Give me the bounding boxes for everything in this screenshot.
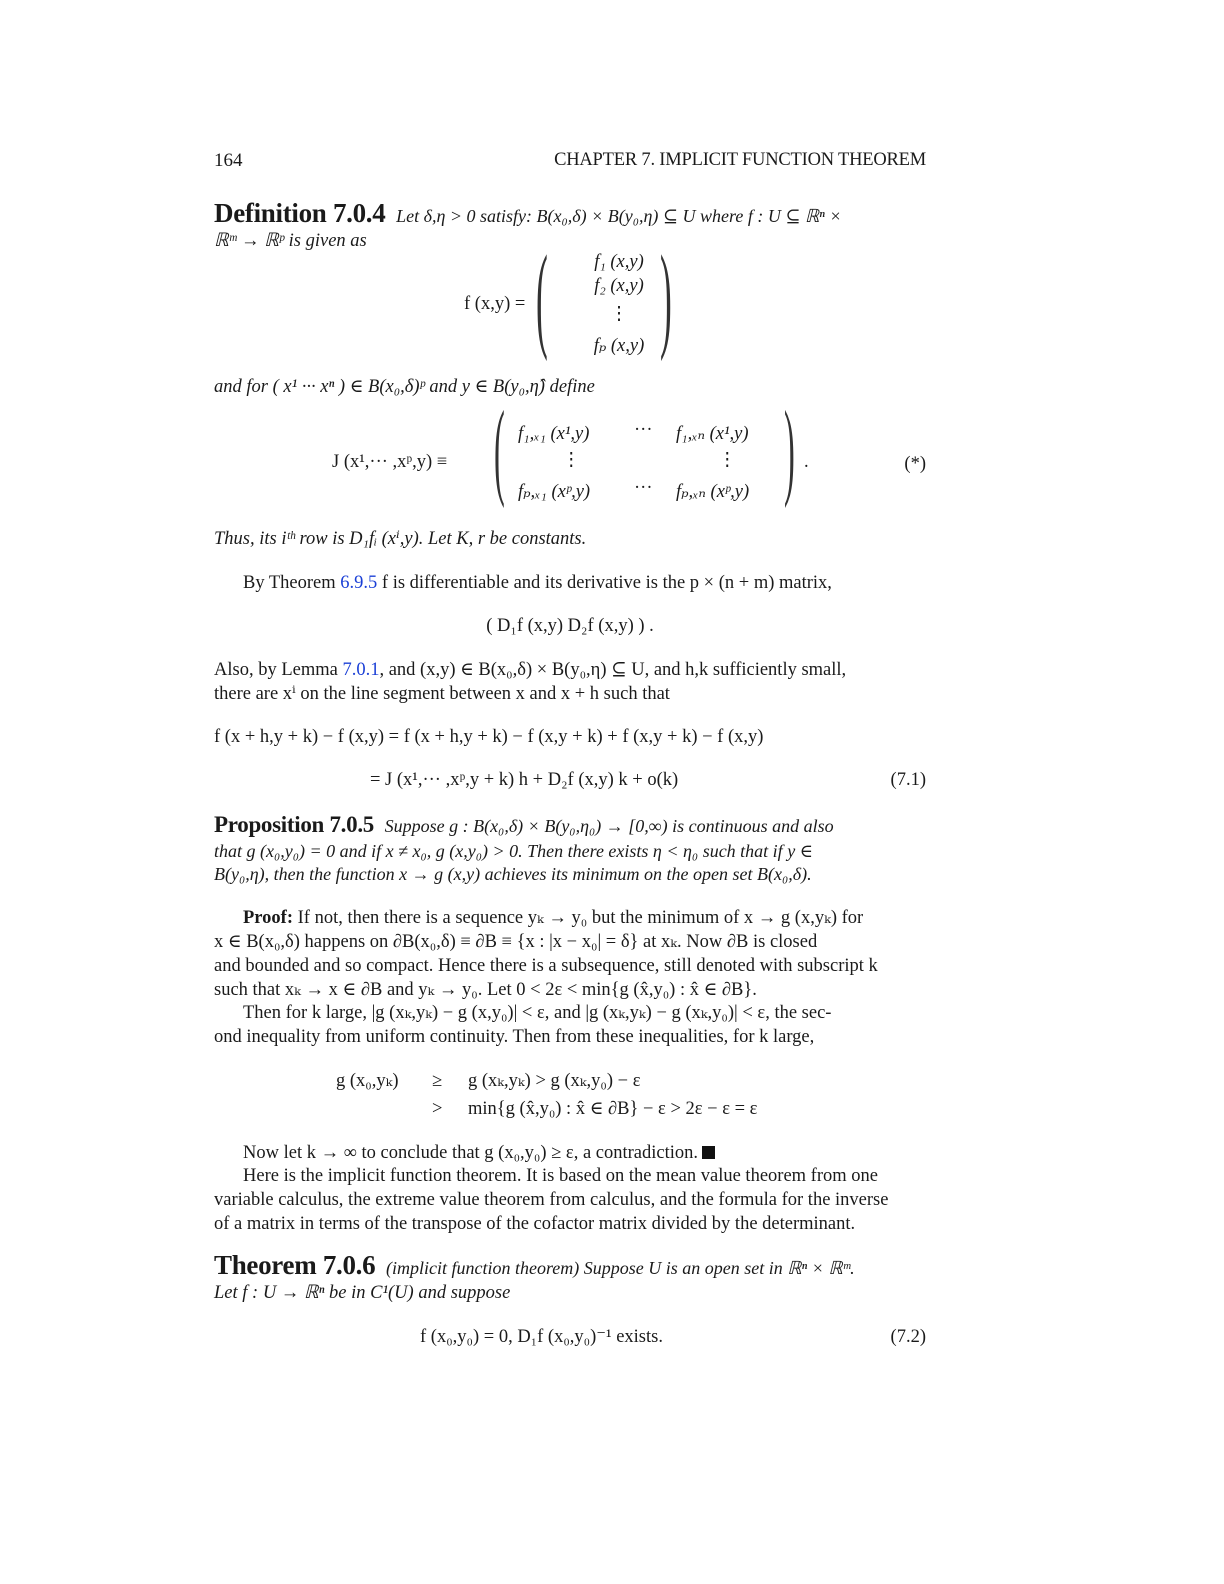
proposition-label: Proposition 7.0.5	[214, 812, 374, 837]
proposition-text-2: that g (x₀,y₀) = 0 and if x ≠ x₀, g (x,y₀) > 0. Then there exists η < η₀ such that if y ∈	[214, 841, 814, 861]
equation-7-1-line-2: = J (x¹,··· ,xᵖ,y + k) h + D₂f (x,y) k + o(k)	[370, 770, 679, 790]
f-entry: f₂ (x,y)	[594, 276, 644, 296]
proof-line-4: such that xₖ → x ∈ ∂B and yₖ → y₀. Let 0 < 2ε < min{g (x̂,y₀) : x̂ ∈ ∂B}.	[214, 980, 757, 1000]
by-theorem-post: f is differentiable and its derivative is the p × (n + m) matrix,	[377, 573, 832, 593]
chapter-title: CHAPTER 7. IMPLICIT FUNCTION THEOREM	[554, 150, 926, 170]
equation-7-1-line-1: f (x + h,y + k) − f (x,y) = f (x + h,y + k) − f (x,y + k) + f (x,y + k) − f (x,y)	[214, 727, 764, 747]
proof-line-3: and bounded and so compact. Hence there is a subsequence, still denoted with subscript k	[214, 956, 878, 976]
proof-line-1	[243, 906, 863, 930]
theorem-label: Theorem 7.0.6	[214, 1250, 376, 1280]
theorem-6-9-5-link[interactable]: 6.9.5	[340, 573, 378, 593]
proposition-text-3: B(y₀,η), then the function x → g (x,y) achieves its minimum on the open set B(x₀,δ).	[214, 864, 812, 884]
proposition-first-line	[214, 810, 926, 840]
f-entry-dots: ⋮	[609, 304, 629, 324]
proof-text-1: If not, then there is a sequence yₖ → y₀ but the minimum of x → g (x,yₖ) for	[293, 908, 864, 928]
jac-cell: f₁,ₓₙ (x¹,y)	[676, 424, 749, 444]
definition-text-2: ℝᵐ → ℝᵖ is given as	[214, 231, 367, 251]
definition-label: Definition 7.0.4	[214, 198, 386, 228]
jac-cell: fₚ,ₓₙ (xᵖ,y)	[676, 482, 750, 502]
intro-line-3: of a matrix in terms of the transpose of the cofactor matrix divided by the determinant.	[214, 1214, 856, 1234]
page-number: 164	[214, 150, 243, 171]
ineq-rel-1: ≥	[432, 1071, 443, 1091]
theorem-text-1: (implicit function theorem) Suppose U is an open set in ℝⁿ × ℝᵐ.	[385, 1258, 855, 1278]
jac-cell: f₁,ₓ₁ (x¹,y)	[518, 424, 590, 444]
ineq-rhs-1: g (xₖ,yₖ) > g (xₖ,y₀) − ε	[468, 1071, 641, 1091]
proof-line-5: Then for k large, |g (xₖ,yₖ) − g (x,y₀)| < ε, and |g (xₖ,yₖ) − g (xₖ,y₀)| < ε, the sec-	[243, 1003, 832, 1023]
theorem-text-2: Let f : U → ℝⁿ be in C¹(U) and suppose	[214, 1283, 511, 1303]
definition-text-1: Let δ,η > 0 satisfy: B(x₀,δ) × B(y₀,η) ⊆ U where f : U ⊆ ℝⁿ ×	[396, 206, 842, 226]
jac-left-paren: (	[494, 390, 505, 509]
intro-line-2: variable calculus, the extreme value theorem from calculus, and the formula for the inverse	[214, 1190, 889, 1210]
jac-right-paren: )	[784, 390, 795, 509]
intro-line-1: Here is the implicit function theorem. It is based on the mean value theorem from one	[243, 1166, 878, 1186]
theorem-first-line	[214, 1248, 926, 1284]
jacobian-lhs: J (x¹,··· ,xᵖ,y) ≡	[332, 452, 448, 472]
running-header	[214, 148, 926, 172]
left-paren: (	[536, 231, 548, 362]
equation-7-2: f (x₀,y₀) = 0, D₁f (x₀,y₀)⁻¹ exists.	[420, 1327, 663, 1347]
also-line-2: there are xⁱ on the line segment between x and x + h such that	[214, 684, 670, 704]
proof-line-6: ond inequality from uniform continuity. Then from these inequalities, for k large,	[214, 1027, 815, 1047]
f-vector-lhs: f (x,y) =	[464, 294, 526, 314]
also-line	[214, 658, 846, 682]
jac-dot: .	[804, 452, 809, 472]
qed-square-icon	[702, 1146, 715, 1159]
jacobian-display	[214, 390, 926, 510]
proof-label: Proof:	[243, 908, 293, 928]
f-entry: f₁ (x,y)	[594, 252, 644, 272]
f-vector-entries	[569, 250, 669, 358]
jac-cell: ···	[634, 478, 653, 498]
ineq-rhs-2: min{g (x̂,y₀) : x̂ ∈ ∂B} − ε > 2ε − ε = ε	[468, 1099, 758, 1119]
definition-first-line	[214, 196, 926, 232]
by-theorem-line	[243, 571, 832, 595]
right-paren: )	[660, 231, 672, 362]
jac-cell: fₚ,ₓ₁ (xᵖ,y)	[518, 482, 591, 502]
proof-conclusion-text: Now let k → ∞ to conclude that g (x₀,y₀) ≥ ε, a contradiction.	[243, 1143, 699, 1163]
proof-line-2: x ∈ B(x₀,δ) happens on ∂B(x₀,δ) ≡ ∂B ≡ {x : |x − x₀| = δ} at xₖ. Now ∂B is closed	[214, 932, 818, 952]
jac-cell: ⋮	[562, 450, 581, 470]
equation-tag-star: (*)	[904, 454, 926, 474]
proof-conclusion	[243, 1141, 715, 1165]
equation-tag-7-2: (7.2)	[890, 1327, 926, 1347]
jac-cell: ⋮	[718, 450, 737, 470]
derivative-display: ( D₁f (x,y) D₂f (x,y) ) .	[486, 616, 654, 636]
f-entry: fₚ (x,y)	[593, 336, 645, 356]
ineq-lhs: g (x₀,yₖ)	[336, 1071, 399, 1091]
equation-tag-7-1: (7.1)	[890, 770, 926, 790]
also-pre: Also, by Lemma	[214, 660, 343, 680]
and-for-line: and for ( x¹ ··· xⁿ ) ∈ B(x₀,δ)ᵖ and y ∈ B(y₀,η̂) define	[214, 377, 595, 397]
ineq-rel-2: >	[432, 1099, 443, 1119]
also-post: , and (x,y) ∈ B(x₀,δ) × B(y₀,η) ⊆ U, and h,k sufficiently small,	[379, 660, 847, 680]
lemma-7-0-1-link[interactable]: 7.0.1	[342, 660, 380, 680]
proposition-text-1: Suppose g : B(x₀,δ) × B(y₀,η₀) → [0,∞) is continuous and also	[384, 816, 834, 836]
jac-cell: ···	[634, 420, 653, 440]
thus-line: Thus, its iᵗʰ row is D₁fᵢ (xⁱ,y). Let K, r be constants.	[214, 529, 587, 549]
by-theorem-pre: By Theorem	[243, 573, 341, 593]
